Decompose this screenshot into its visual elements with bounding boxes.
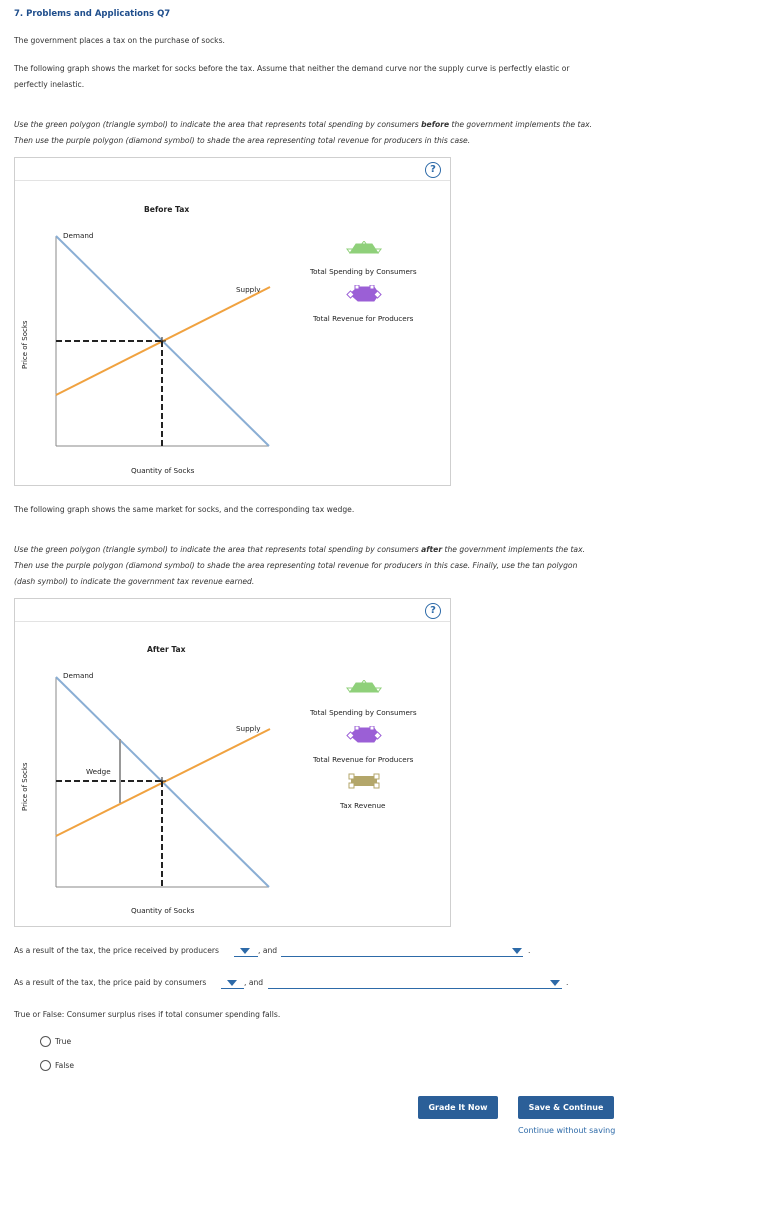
chevron-down-icon (227, 980, 237, 986)
tool-label-tax-revenue: Tax Revenue (340, 801, 386, 810)
graph-description-line1: The following graph shows the market for socks before the tax. Assume that neither the demand curve nor the supply curve is perfectly elastic or (14, 64, 570, 73)
save-continue-button[interactable]: Save & Continue (518, 1096, 614, 1119)
consumer-price-select[interactable] (221, 976, 244, 989)
connector-text: , and (244, 978, 264, 987)
instructions-after-line1: Use the green polygon (triangle symbol) to indicate the area that represents total spending by consumers after the government implements the tax. (14, 545, 585, 554)
connector-text: , and (258, 946, 278, 955)
instructions-before-line1: Use the green polygon (triangle symbol) to indicate the area that represents total spending by consumers before the government implements the tax. (14, 120, 593, 129)
instructions-before-line2: Then use the purple polygon (diamond symbol) to shade the area representing total revenue for producers in this case. (14, 136, 471, 145)
question-title: 7. Problems and Applications Q7 (14, 9, 171, 19)
triangle-symbol-icon[interactable] (346, 241, 382, 257)
diamond-symbol-icon[interactable] (346, 285, 382, 303)
diamond-symbol-icon[interactable] (346, 726, 382, 744)
supply-label: Supply (236, 724, 261, 733)
consumer-price-question: As a result of the tax, the price paid by consumers (14, 978, 207, 987)
after-intro-text: The following graph shows the same market for socks, and the corresponding tax wedge. (14, 505, 355, 514)
wedge-label: Wedge (86, 767, 111, 776)
chevron-down-icon (550, 980, 560, 986)
continue-without-saving-link[interactable]: Continue without saving (518, 1126, 616, 1135)
x-axis-label: Quantity of Socks (131, 466, 195, 475)
producer-price-select[interactable] (234, 944, 258, 957)
chevron-down-icon (512, 948, 522, 954)
true-radio[interactable] (40, 1036, 51, 1047)
false-radio[interactable] (40, 1060, 51, 1071)
tool-label-revenue: Total Revenue for Producers (313, 314, 414, 323)
demand-label: Demand (63, 231, 94, 240)
y-axis-label: Price of Socks (21, 320, 29, 369)
instructions-after-line3: (dash symbol) to indicate the government tax revenue earned. (14, 577, 255, 586)
graph-panel-after (14, 598, 451, 927)
graph-title: After Tax (147, 645, 186, 654)
consumer-price-change-select[interactable] (268, 976, 562, 989)
intro-text: The government places a tax on the purchase of socks. (14, 36, 225, 45)
producer-price-question: As a result of the tax, the price received by producers (14, 946, 219, 955)
suffix-text: . (566, 978, 569, 987)
tool-label-spending: Total Spending by Consumers (310, 267, 417, 276)
triangle-symbol-icon[interactable] (346, 680, 382, 696)
true-label[interactable]: True (55, 1037, 72, 1046)
graph-panel-before (14, 157, 451, 486)
producer-price-change-select[interactable] (281, 944, 523, 957)
suffix-text: . (528, 946, 531, 955)
grade-it-now-button[interactable]: Grade It Now (418, 1096, 498, 1119)
tool-label-revenue: Total Revenue for Producers (313, 755, 414, 764)
help-icon[interactable]: ? (425, 162, 441, 178)
graph-description-line2: perfectly inelastic. (14, 80, 85, 89)
instructions-after-line2: Then use the purple polygon (diamond symbol) to shade the area representing total revenue for producers in this case. Finally, use the tan polygon (14, 561, 578, 570)
help-icon[interactable]: ? (425, 603, 441, 619)
x-axis-label: Quantity of Socks (131, 906, 195, 915)
chevron-down-icon (240, 948, 250, 954)
supply-label: Supply (236, 285, 261, 294)
false-label[interactable]: False (55, 1061, 75, 1070)
tool-label-spending: Total Spending by Consumers (310, 708, 417, 717)
dash-symbol-icon[interactable] (348, 773, 380, 789)
graph-title: Before Tax (144, 205, 190, 214)
true-false-prompt: True or False: Consumer surplus rises if total consumer spending falls. (14, 1010, 281, 1019)
demand-label: Demand (63, 671, 94, 680)
y-axis-label: Price of Socks (21, 762, 29, 811)
